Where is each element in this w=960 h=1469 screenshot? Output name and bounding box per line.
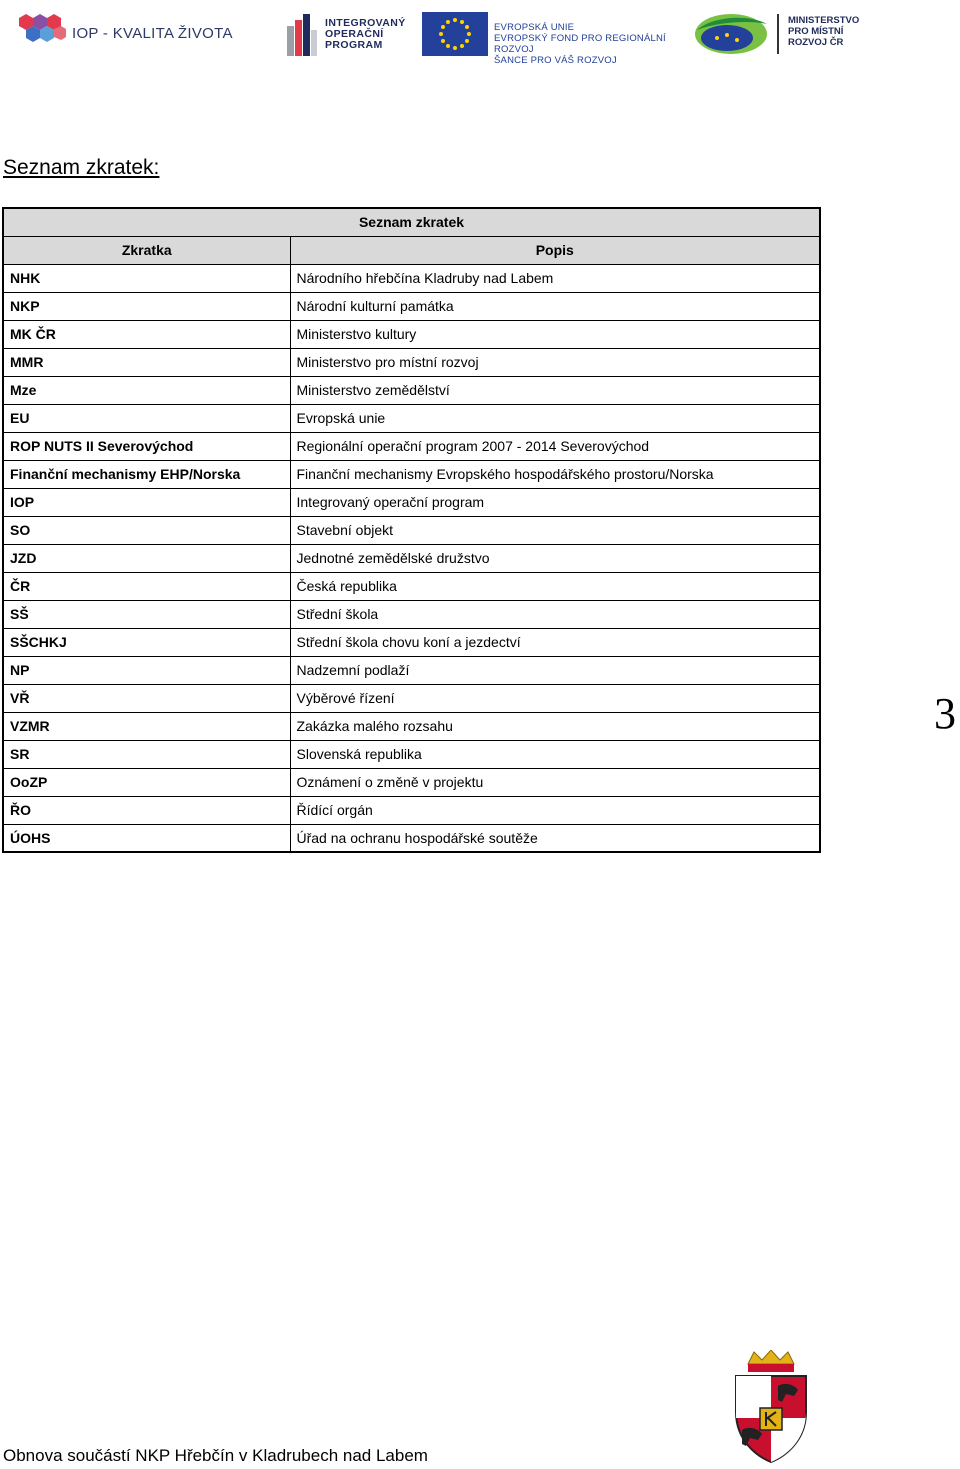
eu-logo-text: EVROPSKÁ UNIE EVROPSKÝ FOND PRO REGIONÁLNÍ ROZVOJ ŠANCE PRO VÁŠ ROZVOJ: [494, 22, 666, 66]
abbreviation-cell: MMR: [3, 348, 290, 376]
iop-logo-text: IOP - KVALITA ŽIVOTA: [72, 25, 233, 42]
abbreviation-cell: SŠ: [3, 600, 290, 628]
abbreviation-cell: ŘO: [3, 796, 290, 824]
table-row: [3, 544, 820, 572]
page-heading: Seznam zkratek:: [3, 156, 160, 179]
table-row: [3, 460, 820, 488]
abbreviation-cell: NP: [3, 656, 290, 684]
table-row: [3, 404, 820, 432]
table-caption-row: [3, 208, 820, 236]
table-row: [3, 768, 820, 796]
abbreviation-cell: IOP: [3, 488, 290, 516]
program-logo-text: INTEGROVANÝ OPERAČNÍ PROGRAM: [325, 17, 406, 51]
table-row: [3, 628, 820, 656]
table-row: [3, 572, 820, 600]
table-row: [3, 376, 820, 404]
table-row: [3, 488, 820, 516]
description-cell: Integrovaný operační program: [290, 488, 820, 516]
mmr-logo-text: MINISTERSTVO PRO MÍSTNÍ ROZVOJ ČR: [788, 15, 860, 48]
table-row: [3, 712, 820, 740]
mmr-logo: [693, 10, 863, 58]
table-row: [3, 516, 820, 544]
abbreviation-cell: SŠCHKJ: [3, 628, 290, 656]
abbreviation-cell: SO: [3, 516, 290, 544]
table-row: [3, 348, 820, 376]
footer-text: Obnova součástí NKP Hřebčín v Kladrubech nad Labem: [3, 1446, 428, 1465]
description-cell: Oznámení o změně v projektu: [290, 768, 820, 796]
abbreviation-cell: SR: [3, 740, 290, 768]
abbreviation-cell: VZMR: [3, 712, 290, 740]
description-cell: Jednotné zemědělské družstvo: [290, 544, 820, 572]
description-cell: Ministerstvo kultury: [290, 320, 820, 348]
abbreviation-cell: OoZP: [3, 768, 290, 796]
description-cell: Zakázka malého rozsahu: [290, 712, 820, 740]
description-cell: Ministerstvo zemědělství: [290, 376, 820, 404]
table-header-row: [3, 236, 820, 264]
table-row: [3, 824, 820, 852]
table-row: [3, 264, 820, 292]
description-cell: Střední škola: [290, 600, 820, 628]
mmr-divider: [777, 14, 779, 54]
integrated-program-logo: [287, 10, 407, 58]
column-header-abbreviation: Zkratka: [3, 236, 290, 264]
table-row: [3, 292, 820, 320]
table-row: [3, 684, 820, 712]
description-cell: Finanční mechanismy Evropského hospodářského prostoru/Norska: [290, 460, 820, 488]
table-caption: Seznam zkratek: [3, 208, 820, 236]
iop-logo: [16, 10, 233, 58]
table-row: [3, 600, 820, 628]
description-cell: Ministerstvo pro místní rozvoj: [290, 348, 820, 376]
description-cell: Výběrové řízení: [290, 684, 820, 712]
kladruby-crest-icon: [728, 1350, 814, 1465]
description-cell: Evropská unie: [290, 404, 820, 432]
eu-logo: [422, 10, 684, 66]
abbreviation-cell: ROP NUTS II Severovýchod: [3, 432, 290, 460]
abbreviation-cell: MK ČR: [3, 320, 290, 348]
table-row: [3, 432, 820, 460]
abbreviation-cell: NHK: [3, 264, 290, 292]
mmr-emblem-icon: [693, 10, 769, 58]
table-row: [3, 656, 820, 684]
description-cell: Slovenská republika: [290, 740, 820, 768]
hexagons-icon: [16, 10, 66, 50]
description-cell: Regionální operační program 2007 - 2014 Severovýchod: [290, 432, 820, 460]
page-number: 3: [934, 689, 956, 738]
abbreviation-cell: EU: [3, 404, 290, 432]
description-cell: Národního hřebčína Kladruby nad Labem: [290, 264, 820, 292]
program-bars-icon: [287, 12, 317, 56]
abbreviation-cell: ČR: [3, 572, 290, 600]
table-row: [3, 320, 820, 348]
description-cell: Nadzemní podlaží: [290, 656, 820, 684]
abbreviation-cell: VŘ: [3, 684, 290, 712]
description-cell: Řídící orgán: [290, 796, 820, 824]
abbreviations-table: [2, 207, 821, 853]
abbreviation-cell: JZD: [3, 544, 290, 572]
abbreviation-cell: Finanční mechanismy EHP/Norska: [3, 460, 290, 488]
abbreviation-cell: ÚOHS: [3, 824, 290, 852]
column-header-description: Popis: [290, 236, 820, 264]
abbreviation-cell: Mze: [3, 376, 290, 404]
eu-flag-icon: [422, 12, 488, 56]
header-logos: [0, 10, 960, 66]
description-cell: Národní kulturní památka: [290, 292, 820, 320]
table-row: [3, 796, 820, 824]
abbreviation-cell: NKP: [3, 292, 290, 320]
description-cell: Stavební objekt: [290, 516, 820, 544]
description-cell: Úřad na ochranu hospodářské soutěže: [290, 824, 820, 852]
table-row: [3, 740, 820, 768]
description-cell: Střední škola chovu koní a jezdectví: [290, 628, 820, 656]
description-cell: Česká republika: [290, 572, 820, 600]
